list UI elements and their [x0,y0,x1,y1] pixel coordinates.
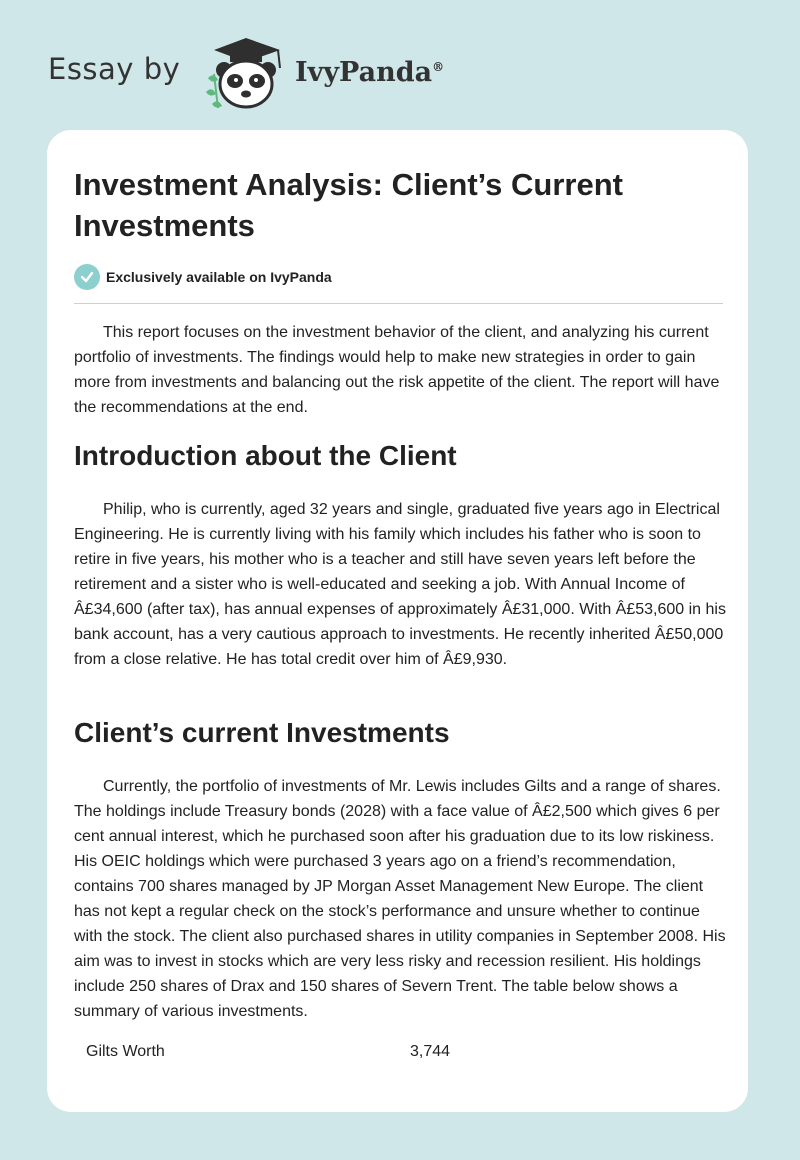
intro-paragraph: This report focuses on the investment behavior of the client, and analyzing his current portfolio of investments. The findings would help to make new strategies in order to gain more from investments and balancing out the risk appetite of the client. The report will have the recommendations at the end. [74,324,720,416]
site-header [48,30,748,110]
section-heading-introduction: Introduction about the Client [74,440,457,471]
registered-mark: ® [432,60,445,74]
divider [74,303,723,304]
check-icon [74,264,100,290]
investments-paragraph: Currently, the portfolio of investments of Mr. Lewis includes Gilts and a range of shares. The holdings include Treasury bonds (2028) with a face value of Â£2,500 which gives 6 per cent annual interest, which he purchased soon after his graduation due to its low riskiness. His OEIC holdings which were purchased 3 years ago on a friend’s recommendation, contains 700 shares managed by JP Morgan Asset Management New Europe. The client has not kept a regular check on the stock’s performance and unsure whether to continue with the stock. The client also purchased shares in utility companies in September 2008. His aim was to invest in stocks which are very less risky and recession resilient. His holdings include 250 shares of Drax and 150 shares of Severn Trent. The table below shows a summary of various investments. [74,778,726,1020]
introduction-paragraph: Philip, who is currently, aged 32 years and single, graduated five years ago in Electrical Engineering. He is currently living with his family which includes his father who is soon to retire in five years, his mother who is a teacher and still have seven years left before the retirement and a sister who is well-educated and seeking a job. With Annual Income of Â£34,600 (after tax), has annual expenses of approximately Â£31,000. With Â£53,600 in his bank account, has a very cautious approach to investments. He recently inherited Â£50,000 from a close relative. He has total credit over him of Â£9,930. [74,501,726,668]
essay-by-label: Essay by [48,52,181,86]
exclusive-badge [74,264,332,290]
section-heading-investments: Client’s current Investments [74,717,450,748]
page-title: Investment Analysis: Client’s Current Investments [74,167,623,243]
article-card [47,130,748,1112]
table-cell-value: 3,744 [410,1043,451,1060]
table-cell-label: Gilts Worth [86,1043,165,1060]
brand-name[interactable]: IvyPanda® [295,57,445,88]
ivypanda-logo-icon[interactable] [200,34,292,110]
badge-text: Exclusively available on IvyPanda [106,269,332,285]
